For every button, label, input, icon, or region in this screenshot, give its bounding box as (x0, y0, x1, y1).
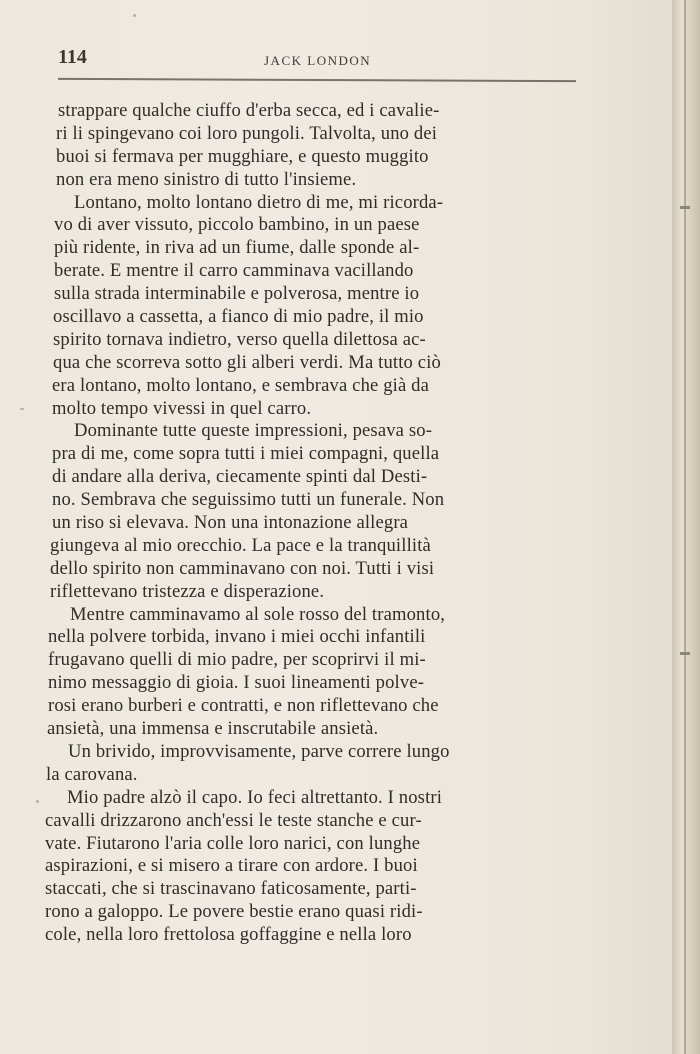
text-line: riflettevano tristezza e disperazione. (50, 580, 325, 602)
text-line: Un brivido, improvvisamente, parve correre lungo (68, 740, 450, 762)
text-line: berate. E mentre il carro camminava vacillando (54, 260, 414, 282)
text-line: di andare alla deriva, ciecamente spinti dal Desti- (52, 466, 428, 488)
text-line: non era meno sinistro di tutto l'insieme. (56, 168, 357, 190)
page-number: 114 (58, 46, 87, 68)
text-line: qua che scorreva sotto gli alberi verdi. Ma tutto ciò (53, 351, 441, 373)
text-line: era lontano, molto lontano, e sembrava che già da (52, 374, 430, 396)
text-line: pra di me, come sopra tutti i miei compagni, quella (52, 443, 440, 465)
body-text (45, 100, 582, 947)
page-header (58, 44, 578, 72)
text-line: ri li spingevano coi loro pungoli. Talvolta, uno dei (56, 122, 438, 144)
text-line: vo di aver vissuto, piccolo bambino, in un paese (54, 214, 420, 236)
text-line: sulla strada interminabile e polverosa, mentre io (54, 283, 420, 305)
text-line: dello spirito non camminavano con noi. Tutti i visi (50, 557, 435, 579)
text-line: no. Sembrava che seguissimo tutti un funerale. Non (52, 489, 445, 511)
text-line: aspirazioni, e si misero a tirare con ardore. I buoi (45, 855, 418, 877)
text-line: cavalli drizzarono anch'essi le teste stanche e cur- (45, 809, 422, 831)
text-line: strappare qualche ciuffo d'erba secca, ed i cavalie- (58, 100, 440, 121)
paper-speck (36, 800, 39, 803)
text-line: rono a galoppo. Le povere bestie erano quasi ridi- (45, 901, 423, 923)
text-line: buoi si fermava per mugghiare, e questo muggito (56, 145, 429, 167)
paper-speck (133, 14, 136, 17)
text-line: più ridente, in riva ad un fiume, dalle sponde al- (54, 237, 420, 259)
text-line: spirito tornava indietro, verso quella dilettosa ac- (53, 328, 426, 350)
running-head: JACK LONDON (264, 53, 372, 68)
text-line: Lontano, molto lontano dietro di me, mi ricorda- (74, 191, 444, 213)
page-edge-line (684, 0, 686, 1054)
text-line: la carovana. (46, 763, 138, 785)
text-line: Mio padre alzò il capo. Io feci altrettanto. I nostri (67, 786, 443, 808)
page-edge (672, 0, 700, 1054)
text-line: Mentre camminavamo al sole rosso del tramonto, (70, 603, 446, 625)
edge-notch (680, 652, 690, 655)
text-line: nella polvere torbida, invano i miei occhi infantili (48, 626, 426, 648)
text-line: rosi erano burberi e contratti, e non riflettevano che (48, 695, 439, 717)
text-line: un riso si elevava. Non una intonazione allegra (52, 512, 409, 534)
text-line: giungeva al mio orecchio. La pace e la tranquillità (50, 534, 431, 556)
text-line: staccati, che si trascinavano faticosamente, parti- (45, 878, 417, 900)
edge-notch (680, 206, 690, 209)
text-line: Dominante tutte queste impressioni, pesava so- (74, 420, 433, 442)
paper-speck (20, 408, 24, 410)
text-line: frugavano quelli di mio padre, per scoprirvi il mi- (48, 649, 426, 671)
text-line: ansietà, una immensa e inscrutabile ansietà. (47, 718, 379, 740)
text-line: nimo messaggio di gioia. I suoi lineamenti polve- (48, 672, 425, 694)
text-line: vate. Fiutarono l'aria colle loro narici, con lunghe (45, 832, 421, 854)
text-line: molto tempo vivessi in quel carro. (52, 397, 312, 419)
text-line: cole, nella loro frettolosa goffaggine e nella loro (45, 924, 412, 946)
text-line: oscillavo a cassetta, a fianco di mio padre, il mio (53, 306, 424, 328)
